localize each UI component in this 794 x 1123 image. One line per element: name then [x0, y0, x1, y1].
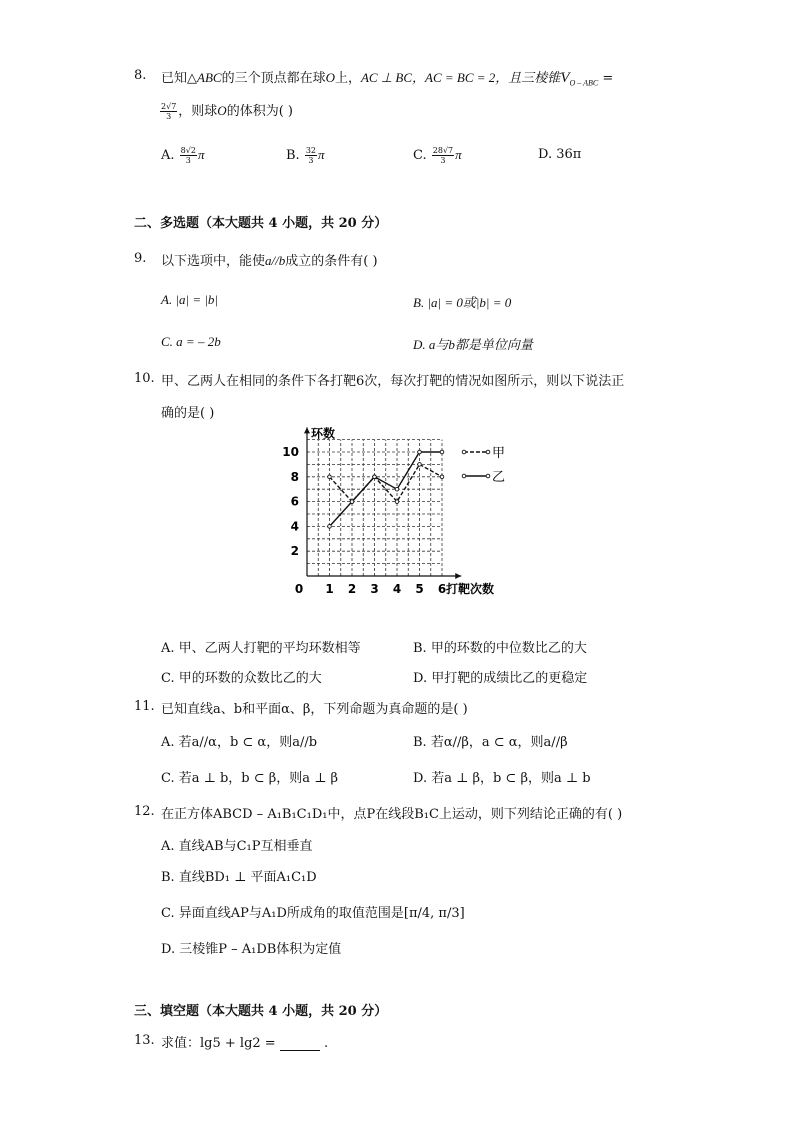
q10-number: 10.: [134, 371, 155, 386]
y-tick-label: 8: [290, 469, 299, 484]
q8-option-c[interactable]: C. $\frac{28√7}{3}$ π: [413, 146, 462, 165]
x-axis-arrow: [455, 573, 461, 579]
y-axis-arrow: [304, 427, 310, 433]
data-point: [440, 475, 444, 479]
q10-stem-line1: 甲、乙两人在相同的条件下各打靶6次，每次打靶的情况如图所示，则以下说法正: [161, 374, 625, 389]
legend-marker: [486, 450, 490, 454]
legend-marker: [462, 474, 466, 478]
q10-stem-line2: 确的是( ): [161, 406, 215, 421]
q9-number: 9.: [134, 251, 147, 266]
data-point: [328, 525, 332, 529]
data-point: [440, 450, 444, 454]
q8-stem-line1: 已知△ABC的三个顶点都在球O上，AC ⊥ BC，AC = BC = 2，且三棱锥$V_{O - ABC}$ =: [161, 70, 614, 88]
q12-option-a[interactable]: A. 直线AB与C₁P互相垂直: [161, 839, 313, 854]
x-tick-label: 5: [415, 582, 424, 596]
q12-number: 12.: [134, 804, 155, 819]
q10-option-d[interactable]: D. 甲打靶的成绩比乙的更稳定: [413, 671, 588, 686]
q8-option-b[interactable]: B. $\frac{32}{3}$ π: [286, 146, 325, 165]
data-point: [373, 475, 377, 479]
q11-option-b[interactable]: B. 若α//β，a ⊂ α，则a//β: [413, 735, 568, 750]
q10-option-b[interactable]: B. 甲的环数的中位数比乙的大: [413, 641, 587, 656]
q9-option-c[interactable]: C. a = – 2b: [161, 334, 221, 349]
q11-stem: 已知直线a、b和平面α、β，下列命题为真命题的是( ): [161, 702, 468, 717]
q12-option-c[interactable]: C. 异面直线AP与A₁D所成角的取值范围是[π/4, π/3]: [161, 906, 465, 921]
x-tick-label: 1: [325, 582, 334, 596]
q11-option-c[interactable]: C. 若a ⊥ b，b ⊂ β，则a ⊥ β: [161, 771, 339, 786]
q9-option-a[interactable]: A. |a| = |b|: [161, 292, 219, 307]
data-point: [350, 500, 354, 504]
q13-stem: 求值：lg5 + lg2 = .: [161, 1036, 329, 1051]
x-tick-label: 6: [437, 582, 447, 596]
q9-option-d[interactable]: D. a与b都是单位向量: [413, 337, 533, 352]
q12-option-d[interactable]: D. 三棱锥P – A₁DB体积为定值: [161, 942, 342, 957]
q8-option-d[interactable]: D. 36π: [538, 147, 582, 162]
data-point: [418, 463, 422, 467]
q10-option-a[interactable]: A. 甲、乙两人打靶的平均环数相等: [161, 641, 361, 656]
y-axis-label: 环数: [311, 426, 336, 441]
x-tick-label: 0: [294, 582, 304, 596]
x-tick-label: 2: [347, 582, 357, 596]
section-2-heading: 二、多选题（本大题共 4 小题，共 20 分）: [134, 216, 388, 231]
legend-label-2: 乙: [492, 470, 506, 485]
x-tick-label: 4: [392, 582, 402, 596]
q11-number: 11.: [134, 699, 155, 714]
q8-number: 8.: [134, 68, 147, 83]
q8-option-a[interactable]: A. $\frac{8√2}{3}$ π: [161, 146, 205, 165]
y-tick-label: 10: [282, 445, 299, 459]
data-point: [395, 487, 399, 491]
data-point: [328, 475, 332, 479]
q13-number: 13.: [134, 1033, 155, 1048]
section-3-heading: 三、填空题（本大题共 4 小题，共 20 分）: [134, 1004, 388, 1019]
q13-answer-blank[interactable]: [280, 1038, 320, 1051]
q12-stem: 在正方体ABCD – A₁B₁C₁D₁中，点P在线段B₁C上运动，则下列结论正确的有( ): [161, 807, 623, 822]
legend-marker: [462, 450, 466, 454]
shooting-chart: [275, 422, 515, 602]
y-tick-label: 6: [290, 494, 299, 509]
data-point: [395, 500, 399, 504]
q10-option-c[interactable]: C. 甲的环数的众数比乙的大: [161, 671, 322, 686]
q11-option-a[interactable]: A. 若a//α，b ⊂ α，则a//b: [161, 735, 318, 750]
q9-option-b[interactable]: B. |a| = 0或|b| = 0: [413, 295, 512, 310]
q8-stem-line2: $\frac{2√7}{3}$ ，则球O的体积为( ): [161, 102, 293, 121]
x-axis-label: 打靶次数: [446, 582, 495, 596]
y-tick-label: 2: [290, 544, 299, 559]
q12-option-b[interactable]: B. 直线BD₁ ⊥ 平面A₁C₁D: [161, 870, 317, 885]
data-point: [418, 450, 422, 454]
q9-stem: 以下选项中，能使a//b成立的条件有( ): [161, 253, 378, 269]
legend-label-1: 甲: [492, 446, 506, 461]
q11-option-d[interactable]: D. 若a ⊥ β，b ⊂ β，则a ⊥ b: [413, 771, 591, 786]
q8-volume-fraction: $\frac{2√7}{3}$: [161, 102, 177, 121]
x-tick-label: 3: [370, 582, 379, 596]
y-tick-label: 4: [290, 519, 299, 534]
legend-marker: [486, 474, 490, 478]
